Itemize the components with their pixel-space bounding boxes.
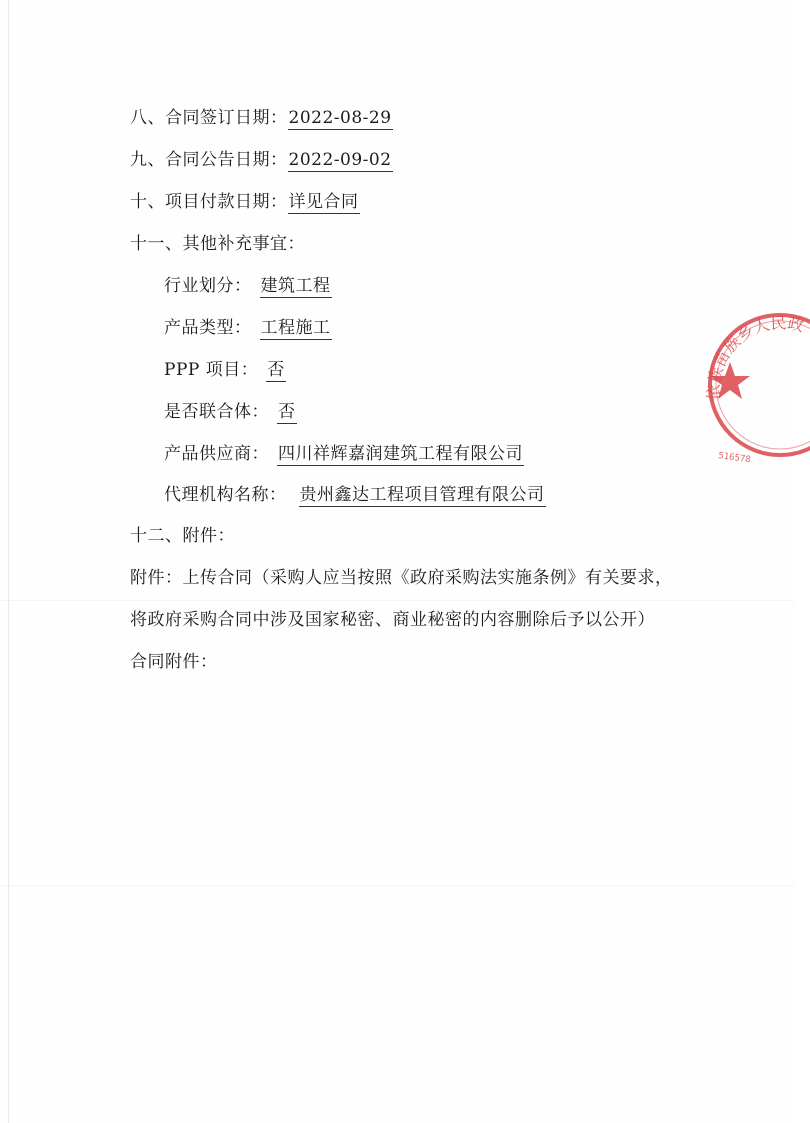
product-type-label: 产品类型： <box>164 318 252 338</box>
announce-date-line <box>130 149 393 171</box>
payment-date-line <box>130 191 360 213</box>
agency-label: 代理机构名称： <box>164 485 287 505</box>
attachments-label: 十二、附件： <box>130 526 235 546</box>
announce-date-value: 2022-09-02 <box>288 150 392 170</box>
payment-date-label: 十、项目付款日期： <box>130 192 288 212</box>
official-seal <box>691 285 810 470</box>
supplier-line <box>164 443 524 465</box>
other-matters-label: 十一、其他补充事宜： <box>130 234 305 254</box>
scan-edge <box>8 0 9 1123</box>
attachment-note-2: 将政府采购合同中涉及国家秘密、商业秘密的内容删除后予以公开） <box>130 610 655 630</box>
industry-value: 建筑工程 <box>260 276 331 296</box>
industry-label: 行业划分： <box>164 276 252 296</box>
contract-attachment-line <box>130 651 218 673</box>
sign-date-value: 2022-08-29 <box>288 108 392 128</box>
ppp-label: PPP 项目： <box>164 360 259 380</box>
consortium-value: 否 <box>278 402 296 422</box>
scan-artifact <box>0 600 794 601</box>
agency-value: 贵州鑫达工程项目管理有限公司 <box>299 485 545 505</box>
other-matters-heading <box>130 233 305 255</box>
contract-attachment-label: 合同附件： <box>130 652 218 672</box>
sign-date-label: 八、合同签订日期： <box>130 108 288 128</box>
product-type-value: 工程施工 <box>260 318 331 338</box>
supplier-label: 产品供应商： <box>164 444 269 464</box>
attachments-heading <box>130 525 235 547</box>
attachment-note-line-2 <box>130 609 655 631</box>
ppp-value: 否 <box>267 360 285 380</box>
consortium-label: 是否联合体： <box>164 402 269 422</box>
ppp-line <box>164 359 286 381</box>
attachment-note-line-1 <box>130 567 673 589</box>
supplier-value: 四川祥辉嘉润建筑工程有限公司 <box>278 444 523 464</box>
sign-date-line <box>130 107 393 129</box>
consortium-line <box>164 401 297 423</box>
seal-arc-textpath: 依族苗族乡人民政府 <box>691 285 806 401</box>
announce-date-label: 九、合同公告日期： <box>130 150 288 170</box>
industry-line <box>164 275 332 297</box>
seal-number: 516578 <box>717 451 752 466</box>
agency-line <box>164 484 546 506</box>
scan-artifact <box>0 885 794 886</box>
product-type-line <box>164 317 332 339</box>
payment-date-value: 详见合同 <box>288 192 359 212</box>
attachment-note-1: 附件：上传合同（采购人应当按照《政府采购法实施条例》有关要求， <box>130 568 673 588</box>
